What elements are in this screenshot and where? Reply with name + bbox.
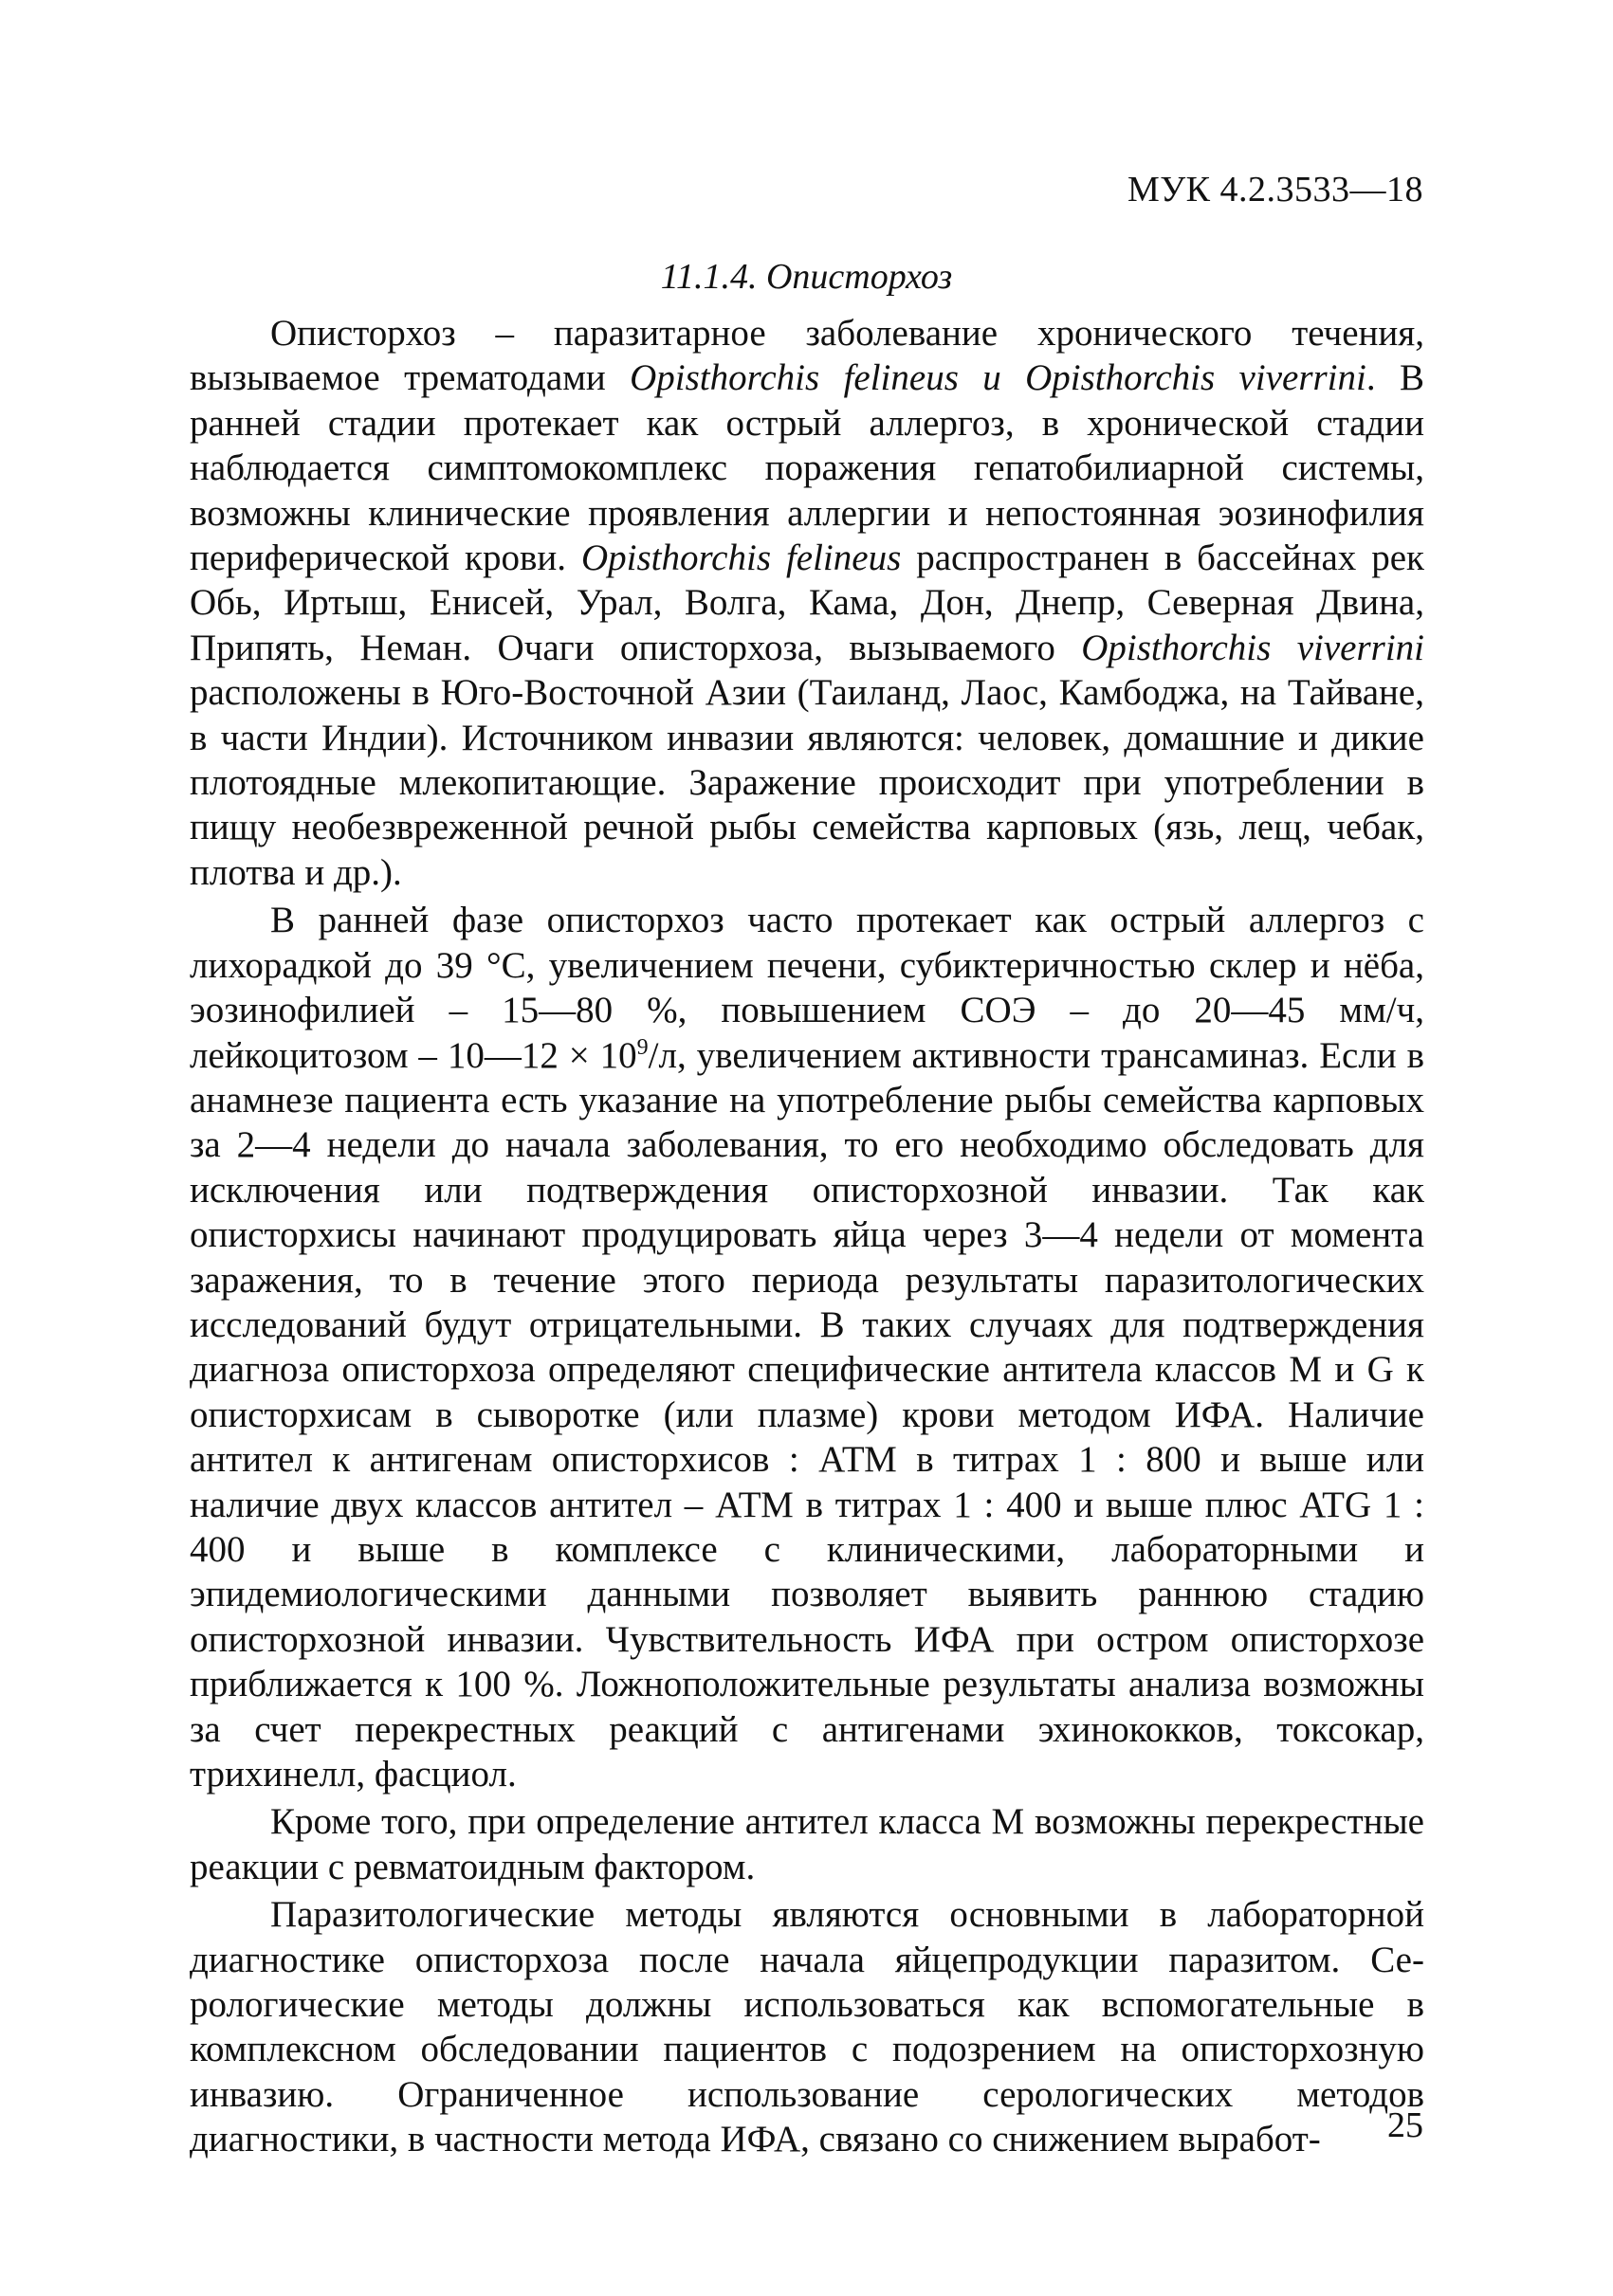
body-text — [190, 311, 1424, 2165]
paragraph-1-text-e: распространен в бассейнах рек Обь, Иртыш, Енисей, Урал, Волга, Кама, Дон, Днепр, Северная Двина, Припять, Неман. Очаги описторхоза, вызываемого — [190, 538, 1424, 668]
paragraph-3: Кроме того, при определение антител класса М возможны перекрестные реакции с ревматоидным фактором. — [190, 1801, 1424, 1887]
paragraph-1 — [190, 311, 1424, 895]
paragraph-1-text-a: Описторхоз – паразитарное заболевание хронического течения, вызываемое трематодами — [190, 313, 1424, 399]
species-viverrini-italic: Opisthorchis viverrini — [1081, 627, 1424, 668]
paragraph-1-text-c: . В ранней стадии протекает как острый аллергоз, в хронической стадии наблюдается симптомокомплекс поражения гепатобилиарной системы, возможны клинические проявления аллергии и непостоянная эозинофилия периферической крови. — [190, 357, 1424, 579]
section-title: 11.1.4. Описторхоз — [660, 257, 953, 297]
document-code: МУК 4.2.3533—18 — [1127, 170, 1423, 210]
paragraph-2 — [190, 898, 1424, 1796]
paragraph-1-text-g: расположены в Юго-Восточной Азии (Таиланд, Лаос, Камбоджа, на Тайване, в части Индии). Источником инвазии являются: человек, домашние и дикие плотоядные млекопитающие. Заражение происходит при употреблении в пищу необезвреженной речной рыбы семейства карповых (язь, лещ, чебак, плотва и др.). — [190, 672, 1424, 893]
exponent-superscript: 9 — [636, 1034, 649, 1060]
species-names-italic: Opisthorchis felineus и Opisthorchis viverrini — [630, 357, 1366, 399]
paragraph-2-text-a: В ранней фазе описторхоз часто протекает как острый аллергоз с лихорадкой до 39 °С, увеличением печени, субиктеричностью склер и нёба, эозинофилией – 15—80 %, повышением СОЭ – до 20—45 мм/ч, лейкоцитозом – 10—12 × 10 — [190, 900, 1424, 1076]
paragraph-2-text-b: /л, увеличением активности трансаминаз. Если в анамнезе пациента есть указание на употребление рыбы семейства карповых за 2—4 недели до начала заболевания, то его необходимо обследовать для исключения или подтверждения описторхозной инвазии. Так как описторхисы начинают продуцировать яйца через 3—4 недели от момента заражения, то в течение этого периода результаты паразитологических исследований будут отрицательными. В таких случаях для подтверждения диагноза описторхоза определяют специфические антитела классов М и G к описторхисам в сыворотке (или плазме) крови методом ИФА. Наличие антител к антигенам описторхисов : АТМ в титрах 1 : 800 и выше или наличие двух классов антител – АТМ в титрах 1 : 400 и выше плюс ATG 1 : 400 и выше в комплексе с клиническими, лабораторными и эпидемиологическими данными позволяет выявить раннюю стадию описторхозной инвазии. Чувствительность ИФА при остром описторхозе приближается к 100 %. Ложноположительные результаты анализа возможны за счет перекрестных реакций с антигенами эхинококков, токсокар, трихинелл, фасциол. — [190, 1034, 1424, 1795]
species-felineus-italic: Opisthorchis felineus — [580, 538, 902, 579]
page-number: 25 — [1387, 2105, 1423, 2145]
paragraph-4: Паразитологические методы являются основными в лабораторной диагностике описторхоза после начала яйцепродукции паразитом. Серологические методы должны использоваться как вспомогательные в комплексном обследовании пациентов с подозрением на описторхозную инвазию. Ограниченное использование серологических методов диагностики, в частности метода ИФА, связано со снижением выработ- — [190, 1894, 1424, 2160]
